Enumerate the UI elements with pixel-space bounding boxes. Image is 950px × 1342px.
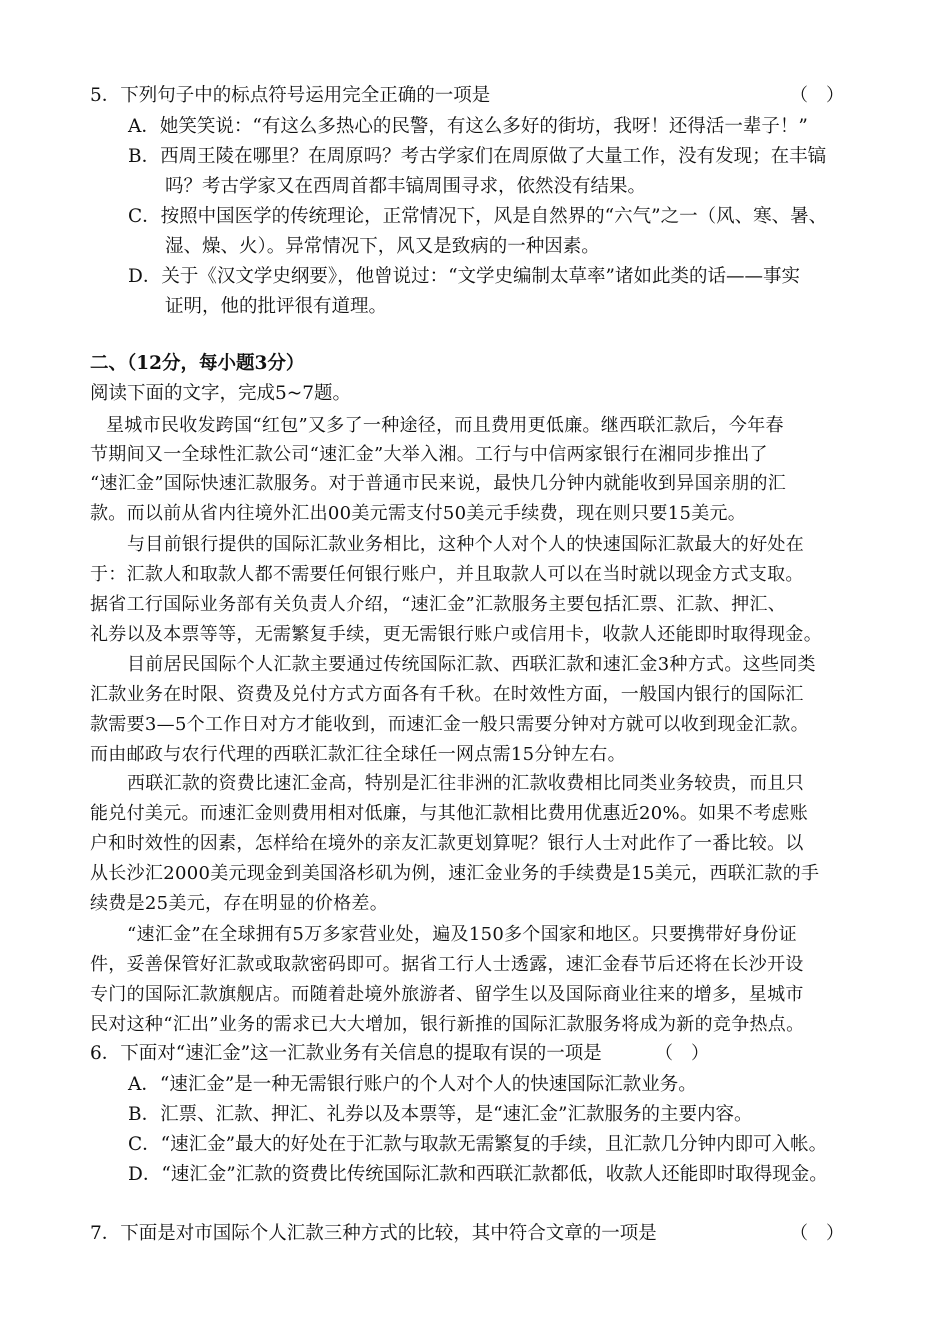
- section-instruction: 阅读下面的文字，完成5~7题。: [90, 383, 352, 404]
- q6-option-d: D．“速汇金”汇款的资费比传统国际汇款和西联汇款都低，收款人还能即时取得现金。: [128, 1164, 828, 1185]
- section-heading: 二、（12分，每小题3分）: [90, 353, 305, 374]
- passage-p2-line3: 据省工行国际业务部有关负责人介绍，“速汇金”汇款服务主要包括汇票、汇款、押汇、: [90, 594, 787, 615]
- passage-p2-line1: 与目前银行提供的国际汇款业务相比，这种个人对个人的快速国际汇款最大的好处在: [127, 534, 805, 555]
- q6-option-b: B．汇票、汇款、押汇、礼券以及本票等，是“速汇金”汇款服务的主要内容。: [128, 1104, 753, 1125]
- passage-p4-line4: 从长沙汇2000美元现金到美国洛杉矶为例，速汇金业务的手续费是15美元，西联汇款的手: [90, 863, 820, 884]
- passage-p4-line1: 西联汇款的资费比速汇金高，特别是汇往非洲的汇款收费相比同类业务较贵，而且只: [127, 773, 805, 794]
- q5-option-d-line1: D．关于《汉文学史纲要》，他曾说过：“文学史编制太草率”诸如此类的话——事实: [128, 266, 801, 287]
- q6-option-a: A．“速汇金”是一种无需银行账户的个人对个人的快速国际汇款业务。: [128, 1074, 697, 1095]
- q7-answer-blank: （ ）: [790, 1223, 844, 1244]
- passage-p4-line5: 续费是25美元，存在明显的价格差。: [90, 893, 389, 914]
- passage-p3-line4: 而由邮政与农行代理的西联汇款汇往全球任一网点需15分钟左右。: [90, 744, 626, 765]
- passage-p3-line1: 目前居民国际个人汇款主要通过传统国际汇款、西联汇款和速汇金3种方式。这些同类: [127, 654, 816, 675]
- passage-p4-line2: 能兑付美元。而速汇金则费用相对低廉，与其他汇款相比费用优惠近20%。如果不考虑账: [90, 803, 809, 824]
- q5-option-d-line2: 证明，他的批评很有道理。: [165, 296, 388, 317]
- passage-p2-line2: 于：汇款人和取款人都不需要任何银行账户，并且取款人可以在当时就以现金方式支取。: [90, 564, 804, 585]
- q7-stem: 7．下面是对市国际个人汇款三种方式的比较，其中符合文章的一项是: [90, 1223, 657, 1244]
- passage-p4-line3: 户和时效性的因素，怎样给在境外的亲友汇款更划算呢？银行人士对此作了一番比较。以: [90, 833, 804, 854]
- passage-p2-line4: 礼券以及本票等等，无需繁复手续，更无需银行账户或信用卡，收款人还能即时取得现金。: [90, 624, 822, 645]
- q5-option-c-line1: C．按照中国医学的传统理论，正常情况下，风是自然界的“六气”之一（风、寒、暑、: [128, 206, 828, 227]
- passage-p5-line1: “速汇金”在全球拥有5万多家营业处，遍及150多个国家和地区。只要携带好身份证: [127, 924, 797, 945]
- q5-option-c-line2: 湿、燥、火）。异常情况下，风又是致病的一种因素。: [165, 236, 600, 257]
- passage-p5-line3: 专门的国际汇款旗舰店。而随着赴境外旅游者、留学生以及国际商业往来的增多，星城市: [90, 984, 804, 1005]
- passage-p3-line2: 汇款业务在时限、资费及兑付方式方面各有千秋。在时效性方面，一般国内银行的国际汇: [90, 684, 804, 705]
- passage-p1-line4: 款。而以前从省内往境外汇出00美元需支付50美元手续费，现在则只要15美元。: [90, 503, 747, 524]
- q5-option-b-line1: B．西周王陵在哪里？在周原吗？考古学家们在周原做了大量工作，没有发现；在丰镐: [128, 146, 827, 167]
- passage-p3-line3: 款需要3—5个工作日对方才能收到，而速汇金一般只需要分钟对方就可以收到现金汇款。: [90, 714, 809, 735]
- passage-p1-line2: 节期间又一全球性汇款公司“速汇金”大举入湘。工行与中信两家银行在湘同步推出了: [90, 444, 768, 465]
- passage-p1-line1: 星城市民收发跨国“红包”又多了一种途径，而且费用更低廉。继西联汇款后，今年春: [106, 415, 784, 436]
- q6-stem: 6．下面对“速汇金”这一汇款业务有关信息的提取有误的一项是: [90, 1043, 602, 1064]
- passage-p5-line4: 民对这种“汇出”业务的需求已大大增加，银行新推的国际汇款服务将成为新的竞争热点。: [90, 1014, 805, 1035]
- passage-p5-line2: 件，妥善保管好汇款或取款密码即可。据省工行人士透露，速汇金春节后还将在长沙开设: [90, 954, 804, 975]
- q5-option-a: A．她笑笑说：“有这么多热心的民警，有这么多好的街坊，我呀！还得活一辈子！”: [128, 116, 808, 137]
- q5-answer-blank: （ ）: [790, 85, 844, 106]
- passage-p1-line3: “速汇金”国际快速汇款服务。对于普通市民来说，最快几分钟内就能收到异国亲朋的汇: [90, 473, 787, 494]
- q5-stem: 5．下列句子中的标点符号运用完全正确的一项是: [90, 85, 491, 106]
- q5-option-b-line2: 吗？考古学家又在西周首都丰镐周围寻求，依然没有结果。: [165, 176, 647, 197]
- q6-option-c: C．“速汇金”最大的好处在于汇款与取款无需繁复的手续，且汇款几分钟内即可入帐。: [128, 1134, 828, 1155]
- q6-answer-blank: （ ）: [655, 1043, 709, 1064]
